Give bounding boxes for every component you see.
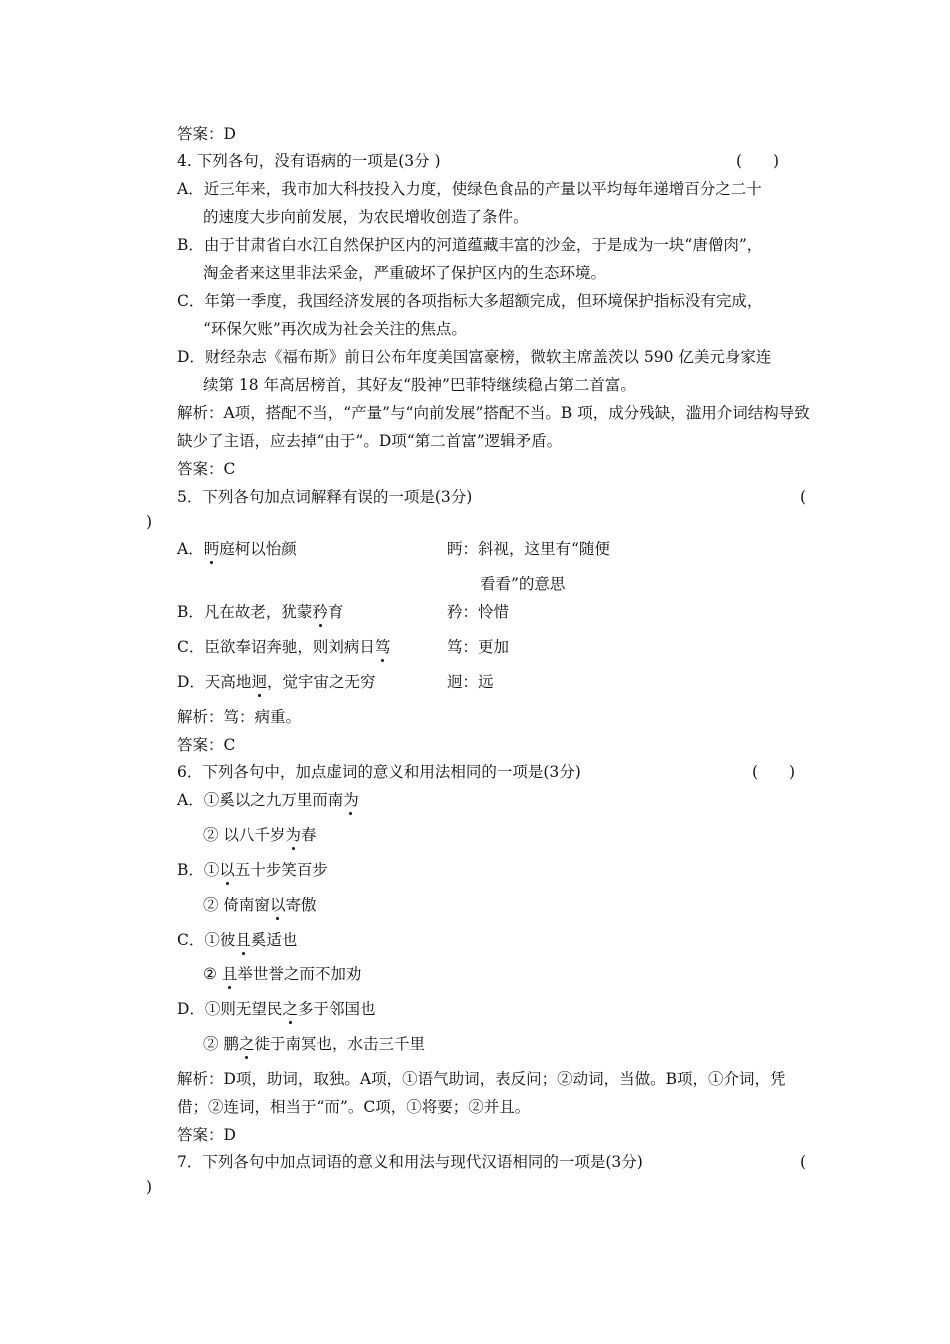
- q4-stem: 4. 下列各句，没有语病的一项是(3分 ): [177, 152, 441, 170]
- q6-option-a-2-pre: ② 以八千岁: [203, 826, 286, 844]
- q4-option-a-line1: A．近三年来，我市加大科技投入力度，使绿色食品的产量以平均每年递增百分之二十: [177, 180, 762, 198]
- q6-option-d-1-post: 多于邻国也: [297, 1000, 376, 1018]
- q6-option-b-2-post: 寄傲: [285, 896, 317, 914]
- q6-option-a-1: [177, 790, 359, 810]
- q6-option-b-1-pre: B．①: [177, 861, 220, 879]
- q5-option-d-dotted: 迥: [251, 673, 267, 691]
- q7-stem: 7．下列各句中加点词语的意义和用法与现代汉语相同的一项是(3分): [177, 1153, 643, 1171]
- q4-answer-blank: ( ): [736, 152, 780, 170]
- q6-option-d-2: [203, 1034, 425, 1054]
- q6-option-d-2-pre: ② 鹏: [203, 1035, 239, 1053]
- q6-option-c-1: [177, 930, 297, 950]
- q6-option-c-2-pre: ②: [203, 965, 222, 983]
- q5-option-a-gloss-line1: 眄：斜视，这里有“随便: [447, 540, 610, 558]
- q4-option-c-line1: C．年第一季度，我国经济发展的各项指标大多超额完成，但环境保护指标没有完成，: [177, 292, 763, 310]
- q4-option-b-line1: B．由于甘肃省白水江自然保护区内的河道蕴藏丰富的沙金，于是成为一块“唐僧肉”，: [177, 236, 763, 254]
- q7-paren-open: (: [800, 1153, 807, 1171]
- q6-option-a-2-post: 春: [300, 826, 317, 844]
- q5-option-d-post: ，觉宇宙之无穷: [266, 673, 376, 691]
- q6-option-a-2: [203, 825, 316, 845]
- q5-option-d: [177, 672, 375, 692]
- q6-option-b-1: [177, 860, 328, 880]
- q5-option-b-pre: B．凡在故老，犹蒙: [177, 603, 313, 621]
- q6-option-c-2: [203, 964, 361, 984]
- q6-option-c-1-post: 奚适也: [250, 931, 298, 949]
- q5-analysis: 解析：笃：病重。: [177, 708, 302, 726]
- q4-option-c-line2: “环保欠账”再次成为社会关注的焦点。: [203, 320, 467, 338]
- q6-option-b-1-dotted: 以: [219, 861, 235, 879]
- q6-option-b-2-pre: ② 倚南窗: [203, 896, 270, 914]
- q5-option-a-dotted: 眄: [203, 540, 220, 558]
- q5-stem: 5．下列各句加点词解释有误的一项是(3分): [177, 488, 473, 506]
- answer-previous: 答案：D: [177, 125, 236, 143]
- q6-option-c-2-dotted: 且: [221, 965, 238, 983]
- q6-stem: 6．下列各句中，加点虚词的意义和用法相同的一项是(3分): [177, 763, 581, 781]
- q5-option-d-gloss: 迥：远: [447, 673, 494, 691]
- q4-option-d-line1: D．财经杂志《福布斯》前日公布年度美国富豪榜，微软主席盖茨以 590 亿美元身家连: [177, 348, 772, 366]
- q5-option-b-post: 育: [327, 603, 344, 621]
- q5-option-a: [177, 539, 297, 559]
- q5-paren-open: (: [800, 488, 807, 506]
- q4-option-d-line2: 续第 18 年高居榜首，其好友“股神”巴菲特继续稳占第二首富。: [203, 376, 636, 394]
- q5-option-c: [177, 637, 390, 657]
- q6-answer-blank: ( ): [752, 763, 796, 781]
- q5-option-c-gloss: 笃：更加: [447, 638, 510, 656]
- q6-option-d-1-dotted: 之: [282, 1000, 298, 1018]
- q5-answer: 答案：C: [177, 736, 236, 754]
- q4-analysis: 解析：A项，搭配不当，“产量”与“向前发展”搭配不当。B 项，成分残缺，滥用介词结构导致缺少了主语，应去掉“由于”。D项“第二首富”逻辑矛盾。: [177, 404, 810, 450]
- q6-answer: 答案：D: [177, 1126, 236, 1144]
- q6-option-c-1-pre: C．①彼: [177, 931, 236, 949]
- q5-option-b-dotted: 矜: [312, 603, 328, 621]
- q6-option-a-1-dotted: 为: [343, 791, 359, 809]
- q6-option-d-2-post: 徙于南冥也，水击三千里: [254, 1035, 425, 1053]
- q4-option-b-line2: 淘金者来这里非法采金，严重破坏了保护区内的生态环境。: [203, 264, 607, 282]
- q5-option-c-pre: C．臣欲奉诏奔驰，则刘病日: [177, 638, 375, 656]
- q6-option-d-1: [177, 999, 375, 1019]
- q6-analysis: 解析：D项，助词，取独。A项，①语气助词，表反问；②动词，当做。B项，①介词，凭借；②连词，相当于“而”。C项，①将要；②并且。: [177, 1070, 786, 1116]
- q4-answer: 答案：C: [177, 460, 236, 478]
- q6-option-a-1-pre: A．①奚以之九万里而南: [177, 791, 344, 809]
- q5-option-a-post: 庭柯以怡颜: [219, 540, 297, 558]
- q5-option-a-pre: A．: [177, 540, 204, 558]
- q5-paren-close: ): [146, 513, 153, 531]
- q4-option-a-line2: 的速度大步向前发展，为农民增收创造了条件。: [203, 208, 529, 226]
- q6-option-c-2-post: 举世誉之而不加劝: [237, 965, 362, 983]
- q7-paren-close: ): [146, 1178, 153, 1196]
- q5-option-a-gloss-line2: 看看”的意思: [480, 575, 566, 593]
- q5-option-b-gloss: 矜：怜惜: [447, 603, 510, 621]
- q6-option-b-2-dotted: 以: [269, 896, 286, 914]
- q6-option-d-2-dotted: 之: [238, 1035, 255, 1053]
- q5-option-c-dotted: 笃: [374, 638, 391, 656]
- q6-option-d-1-pre: D．①则无望民: [177, 1000, 283, 1018]
- q6-option-c-1-dotted: 且: [235, 931, 251, 949]
- q6-option-b-2: [203, 895, 316, 915]
- q6-option-b-1-post: 五十步笑百步: [234, 861, 328, 879]
- q6-option-a-2-dotted: 为: [285, 826, 301, 844]
- q5-option-d-pre: D．天高地: [177, 673, 252, 691]
- q5-option-b: [177, 602, 343, 622]
